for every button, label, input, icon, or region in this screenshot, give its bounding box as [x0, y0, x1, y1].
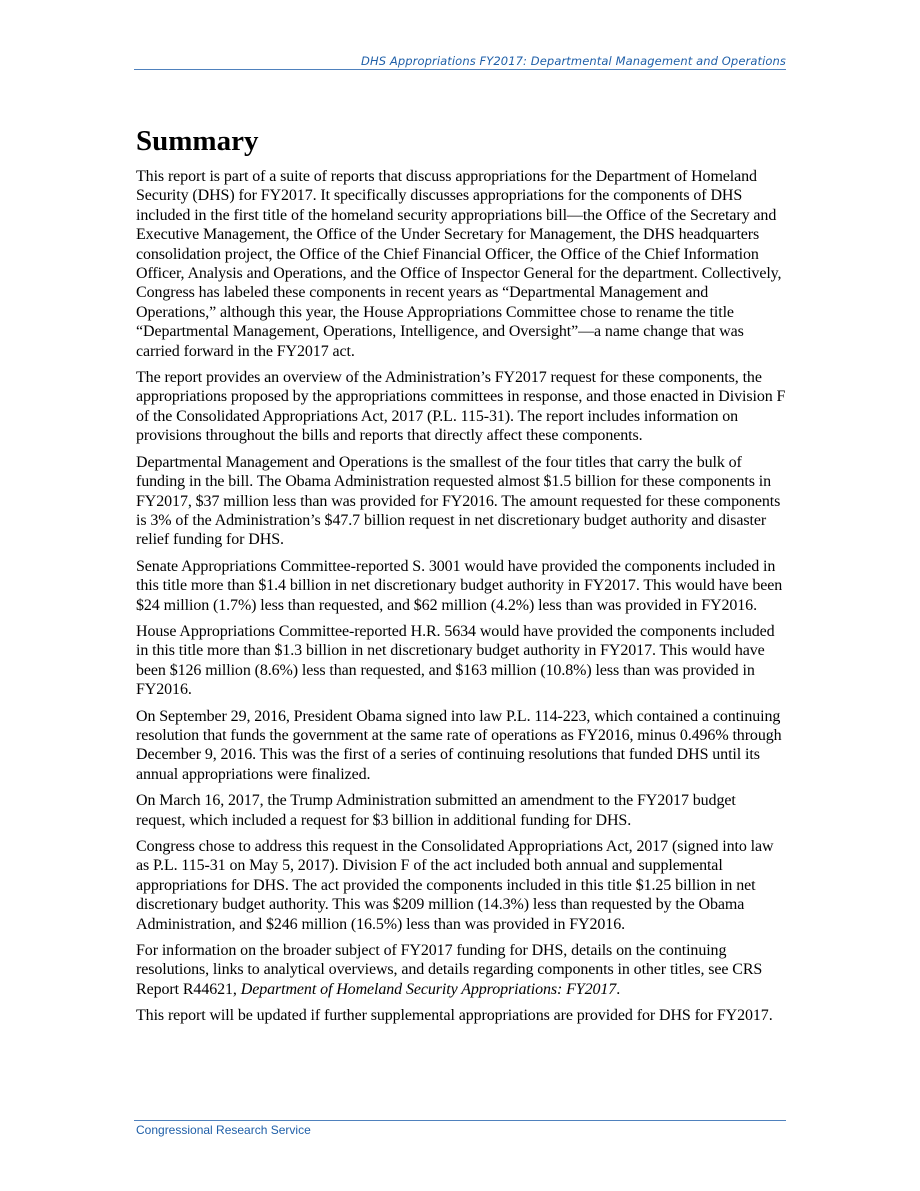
- closing-paragraph: This report will be updated if further supplemental appropriations are provided for DHS for FY2017.: [136, 1007, 773, 1025]
- summary-paragraph-1: This report is part of a suite of reports that discuss appropriations for the Department of Homeland Security (DHS) for FY2017. It specifically discusses appropriations for the components of DHS included in the first title of the homeland security appropriations bill—the Office of the Secretary and Executive Management, the Office of the Under Secretary for Management, the DHS headquarters consolidation project, the Office of the Chief Financial Officer, the Office of the Chief Information Officer, Analysis and Operations, and the Office of Inspector General for the department. Collectively, Congress has labeled these components in recent years as “Departmental Management and Operations,” although this year, the House Appropriations Committee chose to rename the title “Departmental Management, Operations, Intelligence, and Oversight”—a name change that was carried forward in the FY2017 act.: [136, 168, 782, 360]
- crs-reference-text: For information on the broader subject of FY2017 funding for DHS, details on the continuing resolutions, links to analytical overviews, and details regarding components in other titles, see CRS Report R44621,: [136, 942, 763, 998]
- crs-reference-paragraph: [136, 941, 786, 999]
- footer-rule: [134, 1120, 786, 1121]
- summary-paragraph-2: The report provides an overview of the Administration’s FY2017 request for these components, the appropriations proposed by the appropriations committees in response, and those enacted in Division F of the Consolidated Appropriations Act, 2017 (P.L. 115-31). The report includes information on provisions throughout the bills and reports that directly affect these components.: [136, 369, 786, 445]
- summary-paragraph-8: Congress chose to address this request in the Consolidated Appropriations Act, 2017 (signed into law as P.L. 115-31 on May 5, 2017). Division F of the act included both annual and supplemental appropriations for DHS. The act provided the components included in this title $1.25 billion in net discretionary budget authority. This was $209 million (14.3%) less than requested by the Obama Administration, and $246 million (16.5%) less than was provided in FY2016.: [136, 838, 774, 933]
- running-header: DHS Appropriations FY2017: Departmental Management and Operations: [361, 54, 786, 68]
- summary-paragraph-7: On March 16, 2017, the Trump Administration submitted an amendment to the FY2017 budget request, which included a request for $3 billion in additional funding for DHS.: [136, 792, 736, 829]
- crs-report-title: Department of Homeland Security Appropriations: FY2017: [240, 980, 617, 998]
- summary-section: [136, 123, 786, 1033]
- summary-heading: Summary: [136, 125, 259, 157]
- header-rule: [134, 69, 786, 70]
- summary-paragraph-5: House Appropriations Committee-reported H.R. 5634 would have provided the components included in this title more than $1.3 billion in net discretionary budget authority in FY2017. This would have been $126 million (8.6%) less than requested, and $163 million (10.8%) less than was provided in FY2016.: [136, 622, 775, 699]
- crs-reference-end: .: [616, 980, 621, 998]
- running-footer: Congressional Research Service: [136, 1123, 311, 1137]
- summary-paragraph-3: Departmental Management and Operations is the smallest of the four titles that carry the bulk of funding in the bill. The Obama Administration requested almost $1.5 billion for these components in FY2017, $37 million less than was provided for FY2016. The amount requested for these components is 3% of the Administration’s $47.7 billion request in net discretionary budget authority and disaster relief funding for DHS.: [136, 453, 781, 549]
- summary-paragraph-6: On September 29, 2016, President Obama signed into law P.L. 114-223, which contained a continuing resolution that funds the government at the same rate of operations as FY2016, minus 0.496% through December 9, 2016. This was the first of a series of continuing resolutions that funded DHS until its annual appropriations were finalized.: [136, 707, 782, 783]
- summary-paragraph-4: Senate Appropriations Committee-reported S. 3001 would have provided the components included in this title more than $1.4 billion in net discretionary budget authority in FY2017. This would have been $24 million (1.7%) less than requested, and $62 million (4.2%) less than was provided in FY2016.: [136, 557, 783, 614]
